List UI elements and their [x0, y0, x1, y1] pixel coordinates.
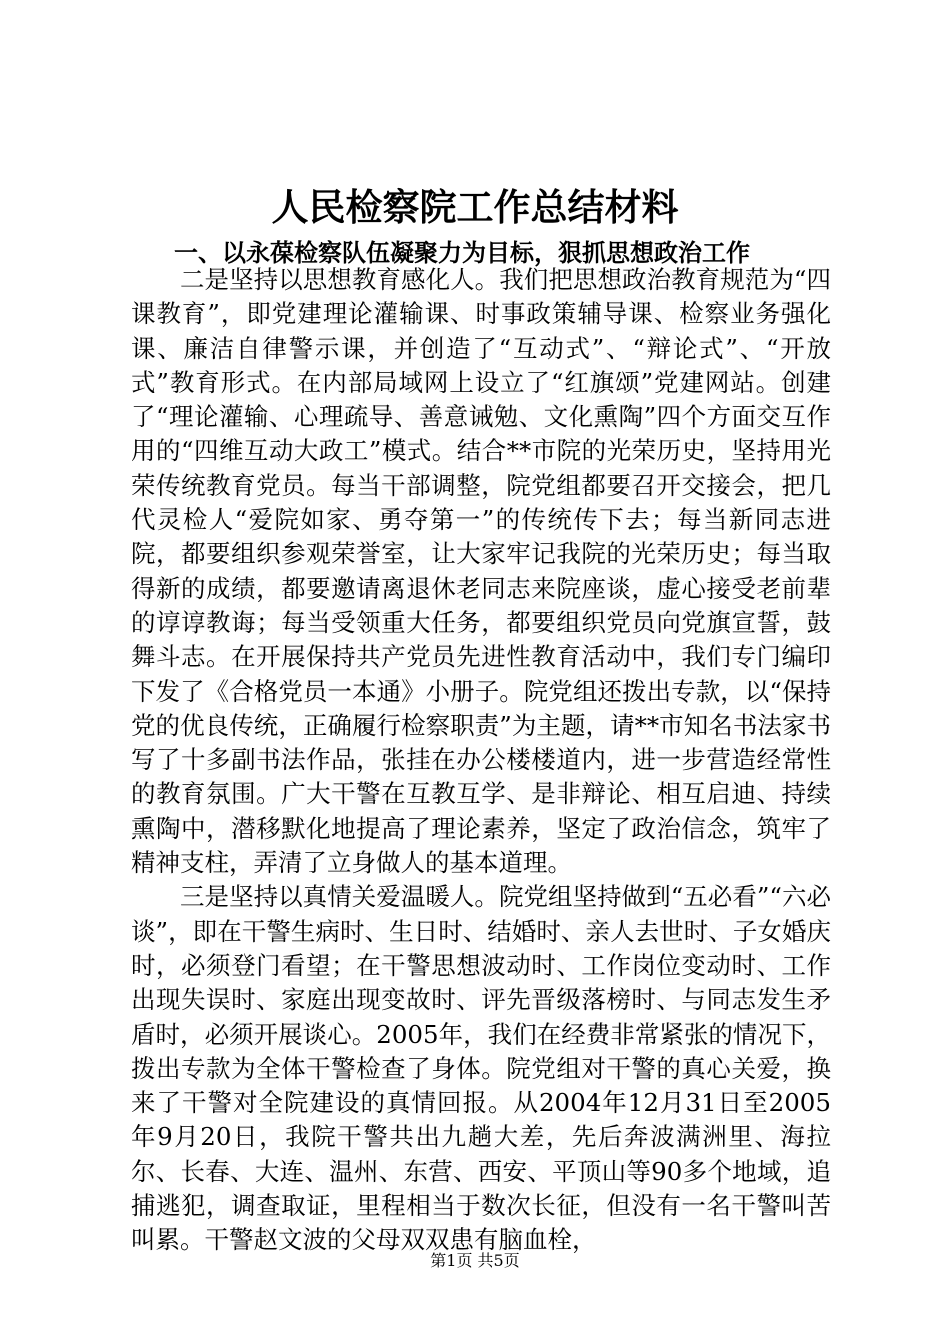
- section-heading: 一、以永葆检察队伍凝聚力为目标，狠抓思想政治工作: [174, 239, 750, 267]
- paragraph: 二是坚持以思想教育感化人。我们把思想政治教育规范为“四课教育”，即党建理论灌输课、时事政策辅导课、检察业务强化课、廉洁自律警示课，并创造了“互动式”、“辩论式”、“开放式”教育形式。在内部局域网上设立了“红旗颂”党建网站。创建了“理论灌输、心理疏导、善意诫勉、文化熏陶”四个方面交互作用的“四维互动大政工”模式。结合**市院的光荣历史，坚持用光荣传统教育党员。每当干部调整，院党组都要召开交接会，把几代灵检人“爱院如家、勇夺第一”的传统传下去；每当新同志进院，都要组织参观荣誉室，让大家牢记我院的光荣历史；每当取得新的成绩，都要邀请离退休老同志来院座谈，虚心接受老前辈的谆谆教诲；每当受领重大任务，都要组织党员向党旗宣誓，鼓舞斗志。在开展保持共产党员先进性教育活动中，我们专门编印下发了《合格党员一本通》小册子。院党组还拨出专款，以“保持党的优良传统，正确履行检察职责”为主题，请**市知名书法家书写了十多副书法作品，张挂在办公楼楼道内，进一步营造经常性的教育氛围。广大干警在互教互学、是非辩论、相互启迪、持续熏陶中，潜移默化地提高了理论素养，坚定了政治信念，筑牢了精神支柱，弄清了立身做人的基本道理。: [131, 265, 831, 878]
- page-footer: 第1页 共5页: [430, 1251, 520, 1270]
- document-body: [131, 263, 831, 1258]
- document-title: 人民检察院工作总结材料: [271, 185, 679, 229]
- paragraph: 三是坚持以真情关爱温暖人。院党组坚持做到“五必看”“六必谈”，即在干警生病时、生日时、结婚时、亲人去世时、子女婚庆时，必须登门看望；在干警思想波动时、工作岗位变动时、工作出现失误时、家庭出现变故时、评先晋级落榜时、与同志发生矛盾时，必须开展谈心。2005年，我们在经费非常紧张的情况下，拨出专款为全体干警检查了身体。院党组对干警的真心关爱，换来了干警对全院建设的真情回报。从2004年12月31日至2005年9月20日，我院干警共出九趟大差，先后奔波满洲里、海拉尔、长春、大连、温州、东营、西安、平顶山等90多个地域，追捕逃犯，调查取证，里程相当于数次长征，但没有一名干警叫苦叫累。干警赵文波的父母双双患有脑血栓，: [131, 882, 831, 1255]
